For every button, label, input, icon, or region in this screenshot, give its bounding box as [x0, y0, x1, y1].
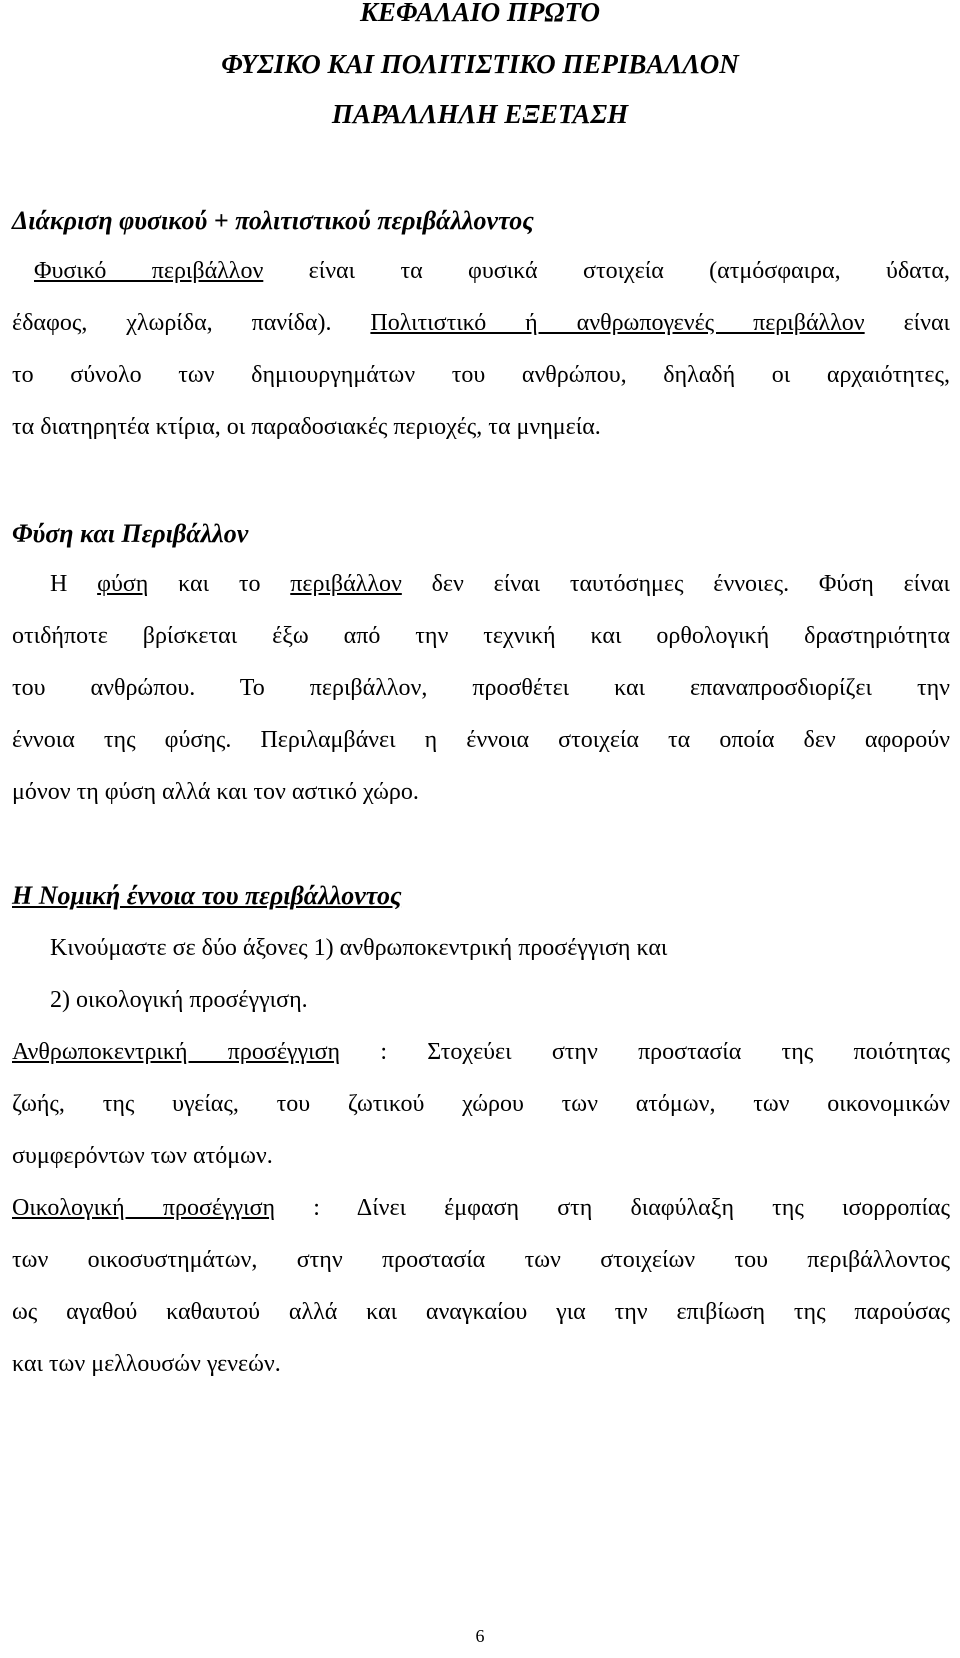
- text: είναι: [864, 310, 951, 336]
- page-number: 6: [475, 1626, 485, 1646]
- section-heading-distinction: Διάκριση φυσικού + πολιτιστικού περιβάλλοντος: [12, 206, 534, 235]
- term-ecological-approach: Οικολογική προσέγγιση: [12, 1195, 276, 1221]
- paragraph-line: [12, 568, 950, 600]
- section-heading-nature: Φύση και Περιβάλλον: [12, 519, 249, 548]
- term-environment: περιβάλλον: [290, 571, 402, 597]
- paragraph-line: [12, 1192, 950, 1224]
- paragraph-line: έννοια της φύσης. Περιλαμβάνει η έννοια στοιχεία τα οποία δεν αφορούν: [12, 727, 950, 753]
- paragraph-line: [12, 1036, 950, 1068]
- term-nature: φύση: [97, 571, 149, 597]
- text: και το: [148, 571, 291, 597]
- paragraph-line: το σύνολο των δημιουργημάτων του ανθρώπου, δηλαδή οι αρχαιότητες,: [12, 362, 950, 388]
- paragraph-line: οτιδήποτε βρίσκεται έξω από την τεχνική και ορθολογική δραστηριότητα: [12, 623, 950, 649]
- paragraph-line: τα διατηρητέα κτίρια, οι παραδοσιακές περιοχές, τα μνημεία.: [12, 414, 601, 440]
- chapter-subtitle: ΠΑΡΑΛΛΗΛΗ ΕΞΕΤΑΣΗ: [331, 99, 629, 129]
- paragraph-line: των οικοσυστημάτων, στην προστασία των στοιχείων του περιβάλλοντος: [12, 1247, 950, 1273]
- text: δεν είναι ταυτόσημες έννοιες. Φύση είναι: [401, 571, 950, 597]
- chapter-heading: ΚΕΦΑΛΑΙΟ ΠΡΩΤΟ: [359, 0, 601, 27]
- paragraph-line: [12, 307, 950, 339]
- term-natural-environment: Φυσικό περιβάλλον: [34, 258, 264, 284]
- text: είναι τα φυσικά στοιχεία (ατμόσφαιρα, ύδατα,: [263, 258, 950, 284]
- text: έδαφος, χλωρίδα, πανίδα).: [12, 310, 371, 336]
- paragraph-line: ζωής, της υγείας, του ζωτικού χώρου των ατόμων, των οικονομικών: [12, 1091, 950, 1117]
- paragraph-line: και των μελλουσών γενεών.: [12, 1351, 281, 1377]
- paragraph-line: συμφερόντων των ατόμων.: [12, 1143, 273, 1169]
- term-cultural-environment: Πολιτιστικό ή ανθρωπογενές περιβάλλον: [370, 310, 865, 336]
- paragraph-line: του ανθρώπου. Το περιβάλλον, προσθέτει και επαναπροσδιορίζει την: [12, 675, 950, 701]
- paragraph-line: μόνον τη φύση αλλά και τον αστικό χώρο.: [12, 779, 419, 805]
- text: : Δίνει έμφαση στη διαφύλαξη της ισορροπίας: [275, 1195, 950, 1221]
- section-heading-legal: Η Νομική έννοια του περιβάλλοντος: [12, 881, 402, 910]
- paragraph-line: 2) οικολογική προσέγγιση.: [50, 987, 308, 1013]
- chapter-title: ΦΥΣΙΚΟ ΚΑΙ ΠΟΛΙΤΙΣΤΙΚΟ ΠΕΡΙΒΑΛΛΟΝ: [221, 49, 739, 79]
- term-anthropocentric-approach: Ανθρωποκεντρική προσέγγιση: [12, 1039, 341, 1065]
- paragraph-line: Κινούμαστε σε δύο άξονες 1) ανθρωποκεντρική προσέγγιση και: [50, 935, 668, 961]
- text: Η: [50, 571, 98, 597]
- text: : Στοχεύει στην προστασία της ποιότητας: [340, 1039, 950, 1065]
- paragraph-line: ως αγαθού καθαυτού αλλά και αναγκαίου για την επιβίωση της παρούσας: [12, 1299, 950, 1325]
- paragraph-line: [12, 255, 950, 287]
